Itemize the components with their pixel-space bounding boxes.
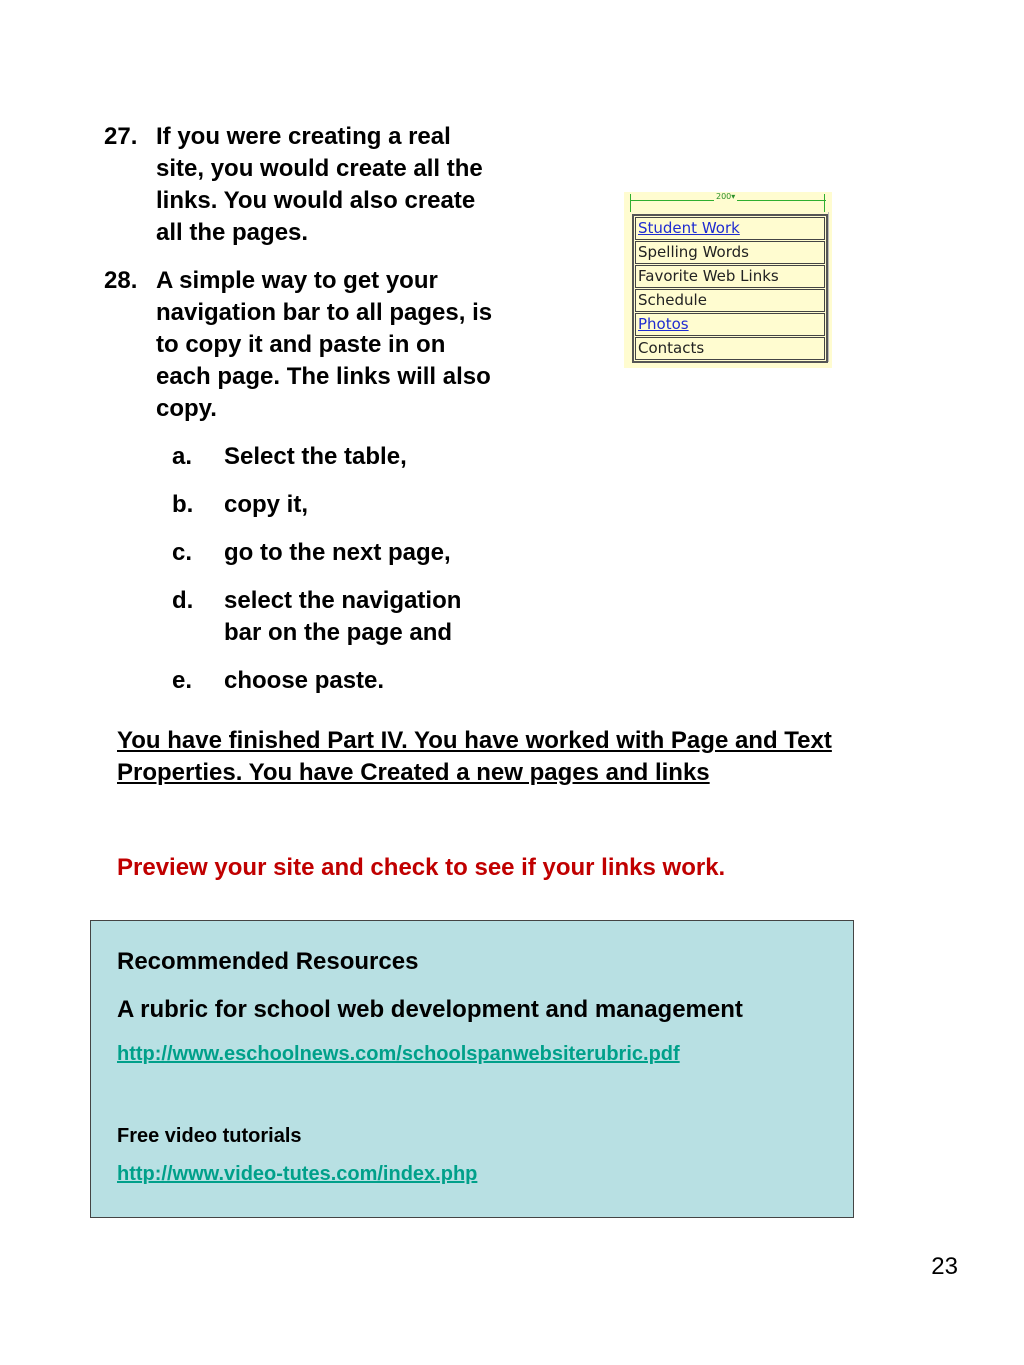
recommended-resources-box — [90, 920, 854, 1218]
nav-item-student-work: Student Work — [635, 217, 825, 240]
substep-text: choose paste. — [224, 667, 385, 694]
substep-text: select the navigation bar on the page and — [224, 587, 462, 646]
rubric-title: A rubric for school web development and management — [117, 996, 743, 1023]
step-text: If you were creating a real site, you would create all the links. You would also create all the pages. — [156, 123, 483, 246]
step-28 — [104, 265, 504, 425]
substep-b — [104, 489, 504, 521]
page-number: 23 — [931, 1253, 958, 1280]
substep-a — [104, 441, 504, 473]
substep-letter: c. — [172, 539, 193, 566]
part-complete-message: You have finished Part IV. You have worked with Page and Text Properties. You have Created a new pages and links — [117, 727, 832, 786]
resources-heading: Recommended Resources — [117, 948, 419, 975]
substep-c — [104, 537, 504, 569]
substep-d — [104, 585, 504, 649]
rubric-link[interactable]: http://www.eschoolnews.com/schoolspanwebsiterubric.pdf — [117, 1043, 680, 1065]
substep-letter: d. — [172, 587, 194, 614]
video-tutorials-title: Free video tutorials — [117, 1125, 302, 1147]
nav-item-favorite-web-links: Favorite Web Links — [635, 265, 825, 288]
width-ruler-left-tick — [630, 194, 631, 212]
substep-text: copy it, — [224, 491, 309, 518]
substep-letter: a. — [172, 443, 193, 470]
navigation-bar-screenshot — [624, 192, 832, 368]
width-ruler-label: 200▾ — [716, 192, 736, 201]
page-edge-line — [828, 212, 829, 362]
instruction-list — [104, 121, 504, 713]
preview-instruction: Preview your site and check to see if your links work. — [117, 854, 726, 881]
step-27 — [104, 121, 504, 249]
nav-item-photos: Photos — [635, 313, 825, 336]
nav-item-contacts: Contacts — [635, 337, 825, 360]
step-number: 27. — [104, 123, 138, 150]
substep-text: go to the next page, — [224, 539, 451, 566]
substep-letter: b. — [172, 491, 194, 518]
nav-table — [632, 214, 828, 363]
substep-letter: e. — [172, 667, 193, 694]
nav-item-spelling-words: Spelling Words — [635, 241, 825, 264]
step-text: A simple way to get your navigation bar to all pages, is to copy it and paste in on each page. The links will also copy. — [156, 267, 493, 422]
width-ruler-right-tick — [824, 194, 825, 212]
nav-item-schedule: Schedule — [635, 289, 825, 312]
substep-e — [104, 665, 504, 697]
substep-text: Select the table, — [224, 443, 407, 470]
video-tutorials-link[interactable]: http://www.video-tutes.com/index.php — [117, 1163, 478, 1185]
step-number: 28. — [104, 267, 138, 294]
